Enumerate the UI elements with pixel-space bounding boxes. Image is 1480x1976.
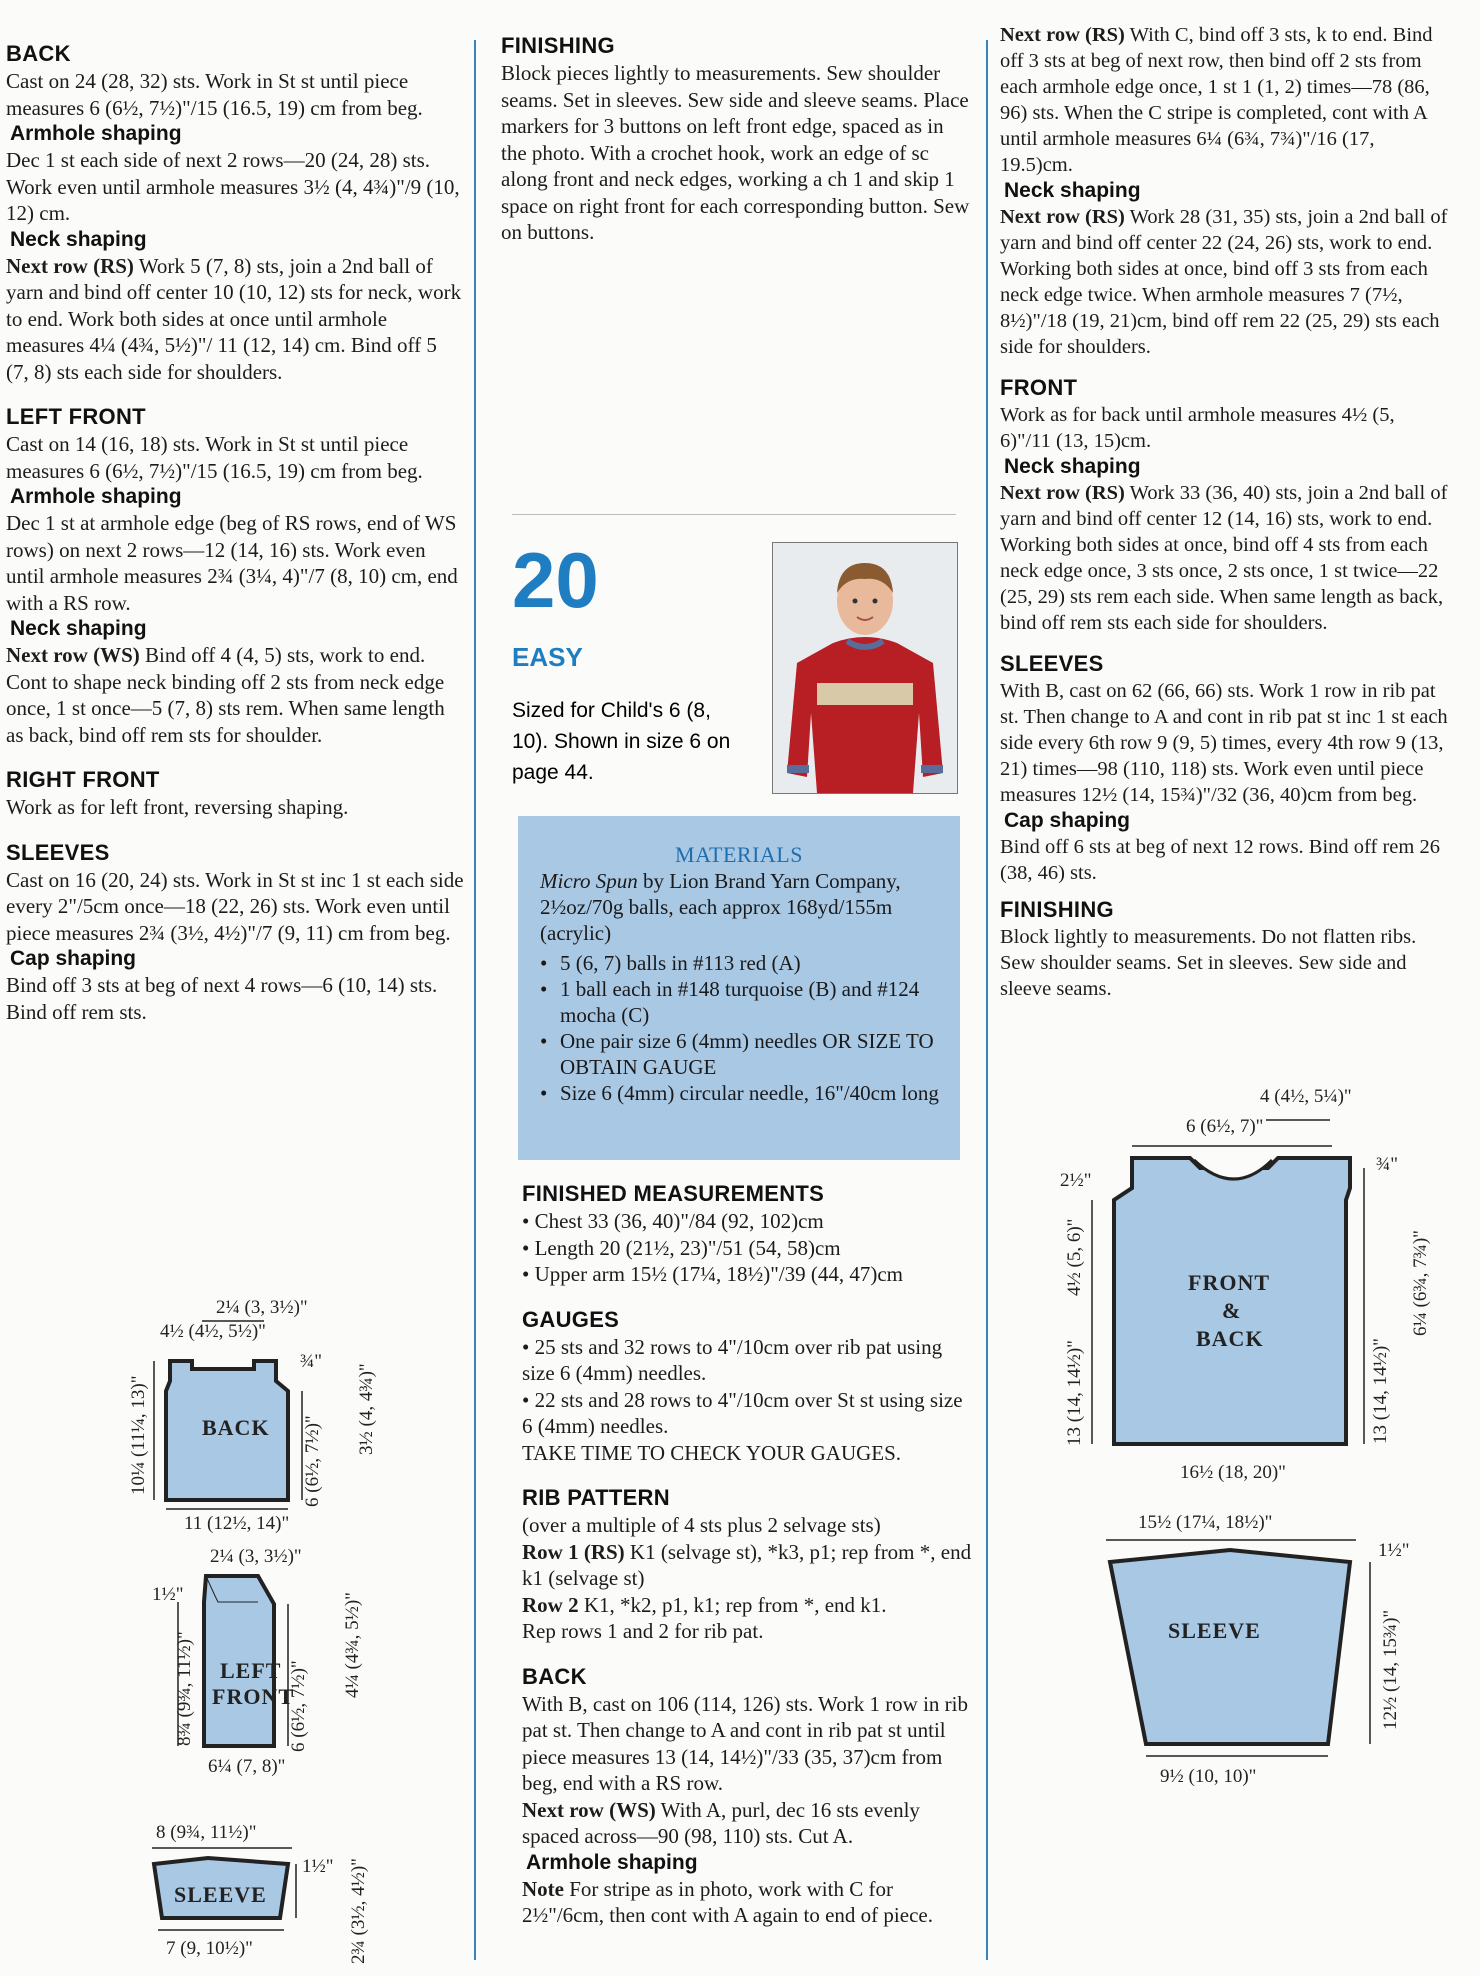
left-front-label-1: LEFT <box>220 1658 282 1683</box>
sleeve-large-dim-right-top: 1½" <box>1378 1540 1410 1561</box>
rib-row-1 <box>522 1539 978 1592</box>
back-dim-right-top: ¾" <box>300 1351 323 1372</box>
back-neck-row-label: Next row (RS) <box>6 253 134 278</box>
front-text: Work as for back until armhole measures 4½ (5, 6)"/11 (13, 15)cm. <box>1000 404 1395 452</box>
left-front-dim-left-top: 1½" <box>152 1584 184 1605</box>
pattern-number: 20 <box>512 536 599 624</box>
back-dim-top: 2¼ (3, 3½)" <box>216 1297 308 1318</box>
sleeves-cap-text: Bind off 3 sts at beg of next 4 rows—6 (10, 14) sts. Bind off rem sts. <box>6 973 438 1024</box>
back-neck-text: Work 5 (7, 8) sts, join a 2nd ball of yarn and bind off center 10 (10, 12) sts for neck, work to end. Work both sides at once until armhole measures 4¼ (4¾, 5½)"/ 11 (12, 14) cm. Bind off 5 (7, 8) sts each side for shoulders. <box>6 253 462 384</box>
pullover-cap-heading: Cap shaping <box>1004 809 1131 832</box>
sleeve-small-dim-right: 2¾ (3½, 4½)" <box>348 1858 369 1964</box>
column-rule-2 <box>986 40 988 1960</box>
rib-repeat: Rep rows 1 and 2 for rib pat. <box>522 1619 764 1643</box>
pullover-back-neck <box>1000 204 1450 360</box>
back-text: Cast on 24 (28, 32) sts. Work in St st until piece measures 6 (6½, 7½)"/15 (16.5, 19) cm from beg. <box>6 69 423 120</box>
pullover-finishing-heading: FINISHING <box>1000 897 1114 922</box>
left-front-text: Cast on 14 (16, 18) sts. Work in St st until piece measures 6 (6½, 7½)"/15 (16.5, 19) cm from beg. <box>6 432 423 483</box>
pullover-sleeves-heading: SLEEVES <box>1000 651 1104 676</box>
materials-title: MATERIALS <box>675 842 803 867</box>
materials-yarn <box>518 868 960 946</box>
front-back-dim-shoulder: 6 (6½, 7)" <box>1186 1116 1264 1137</box>
gauge-note: TAKE TIME TO CHECK YOUR GAUGES. <box>522 1440 902 1465</box>
front-back-dim-right-low: 13 (14, 14½)" <box>1370 1338 1391 1444</box>
pullover-back-neck-label: Next row (RS) <box>1000 206 1125 228</box>
left-front-armhole-heading: Armhole shaping <box>10 485 182 508</box>
back-dim-right-low: 6 (6½, 7½)" <box>302 1415 323 1507</box>
back-dim-right-mid: 3½ (4, 4¾)" <box>356 1363 377 1455</box>
sleeves-text: Cast on 16 (20, 24) sts. Work in St st inc 1 st each side every 2"/5cm once—18 (22, 26) sts. Work even until piece measures 2¾ (3½, 4½)"/7 (9, 11) cm from beg. <box>6 867 464 945</box>
pullover-back-heading: BACK <box>522 1663 587 1689</box>
left-front-heading: LEFT FRONT <box>6 404 146 429</box>
pullover-note-label: Note <box>522 1876 564 1901</box>
front-neck-heading: Neck shaping <box>1004 455 1141 478</box>
front-back-dim-neck: 4 (4½, 5¼)" <box>1260 1086 1352 1107</box>
front-back-label-3: BACK <box>1196 1326 1264 1351</box>
column-2-lower <box>522 1180 978 1929</box>
column-1 <box>6 40 464 1025</box>
back-neck-paragraph <box>6 253 464 386</box>
sleeve-large-dim-right: 12½ (14, 15¾)" <box>1380 1609 1401 1730</box>
armhole-continued-text: With C, bind off 3 sts, k to end. Bind off 3 sts at beg of next row, then bind off 2 sts from each armhole edge once, 1 st 1 (1, 2) times—78 (86, 96) sts. When the C stripe is completed, cont with A until armhole measures 6¼ (6¾, 7¾)"/16 (17, 19.5)cm. <box>1000 24 1433 176</box>
back-neck-heading: Neck shaping <box>10 227 147 251</box>
front-back-label-2: & <box>1222 1298 1242 1323</box>
skill-level: EASY <box>512 642 583 672</box>
finishing-heading: FINISHING <box>501 33 615 58</box>
pullover-back-ws-text: With A, purl, dec 16 sts evenly spaced across—90 (98, 110) sts. Cut A. <box>522 1797 920 1848</box>
pattern-header <box>512 536 772 788</box>
rib-intro: (over a multiple of 4 sts plus 2 selvage sts) <box>522 1513 881 1537</box>
left-front-dim-bottom: 6¼ (7, 8)" <box>208 1756 286 1777</box>
left-front-dim-right-low: 6 (6½, 7½)" <box>288 1660 309 1752</box>
pullover-back-neck-heading: Neck shaping <box>1004 179 1141 202</box>
rib-row-2-text: K1, *k2, p1, k1; rep from *, end k1. <box>578 1592 887 1617</box>
gauge-item: • 22 sts and 28 rows to 4"/10cm over St st using size 6 (4mm) needles. <box>522 1387 963 1438</box>
materials-item: • 1 ball each in #148 turquoise (B) and #124 mocha (C) <box>540 976 960 1028</box>
section-divider <box>512 514 956 515</box>
front-neck-label: Next row (RS) <box>1000 482 1125 504</box>
back-armhole-text: Dec 1 st each side of next 2 rows—20 (24, 28) sts. Work even until armhole measures 3½ (4, 4¾)"/9 (10, 12) cm. <box>6 148 460 225</box>
materials-item: • 5 (6, 7) balls in #113 red (A) <box>540 950 960 976</box>
rib-row-2 <box>522 1592 978 1619</box>
front-back-dim-right-mid: 6¼ (6¾, 7¾)" <box>1410 1230 1431 1336</box>
front-back-dim-right-top: ¾" <box>1376 1154 1399 1175</box>
back-heading: BACK <box>6 41 71 66</box>
materials-item: • Size 6 (4mm) circular needle, 16"/40cm long <box>540 1080 960 1106</box>
yarn-name: Micro Spun <box>540 869 638 893</box>
sleeve-small-schematic <box>118 1808 408 1968</box>
gauge-item: • 25 sts and 32 rows to 4"/10cm over rib pat using size 6 (4mm) needles. <box>522 1334 943 1385</box>
right-front-heading: RIGHT FRONT <box>6 767 160 792</box>
front-back-label-1: FRONT <box>1188 1270 1270 1295</box>
front-back-dim-left-mid: 4½ (5, 6)" <box>1064 1218 1085 1296</box>
left-front-schematic <box>118 1548 408 1778</box>
sleeve-large-schematic <box>1050 1500 1470 1800</box>
pullover-back-text: With B, cast on 106 (114, 126) sts. Work 1 row in rib pat st. Then change to A and cont in rib pat st until piece measures 13 (14, 14½)"/33 (35, 37)cm from beg, end with a RS row. <box>522 1691 969 1795</box>
rib-row-2-label: Row 2 <box>522 1592 579 1617</box>
pullover-sleeves-text: With B, cast on 62 (66, 66) sts. Work 1 row in rib pat st. Then change to A and cont in rib pat st inc 1 st each side every 6th row 9 (9, 5) times, every 4th row 9 (13, 21) times—98 (110, 118) sts. Work even until piece measures 12½ (14, 15¾)"/32 (36, 40)cm from beg. <box>1000 680 1448 806</box>
rib-row-1-label: Row 1 (RS) <box>522 1539 625 1564</box>
sleeve-small-dim-bottom: 7 (9, 10½)" <box>166 1938 253 1959</box>
left-front-armhole-text: Dec 1 st at armhole edge (beg of RS rows, end of WS rows) on next 2 rows—12 (14, 16) sts. Work even until armhole measures 2¾ (3¼, 4)"/7 (8, 10) cm, end with a RS row. <box>6 511 458 615</box>
pullover-back-ws <box>522 1797 978 1850</box>
rib-row-1-text: K1 (selvage st), *k3, p1; rep from *, end k1 (selvage st) <box>522 1539 972 1590</box>
sizing-note: Sized for Child's 6 (8, 10). Shown in size 6 on page 44. <box>512 699 731 784</box>
sleeve-small-dim-top: 8 (9¾, 11½)" <box>156 1822 257 1843</box>
front-back-dim-left-top: 2½" <box>1060 1170 1092 1191</box>
measurement-item: • Length 20 (21½, 23)"/51 (54, 58)cm <box>522 1235 841 1260</box>
pullover-back-neck-text: Work 28 (31, 35) sts, join a 2nd ball of yarn and bind off center 22 (24, 26) sts, work to end. Working both sides at once, bind off 3 sts from each neck edge twice. When armhole measures 7 (7½, 8½)"/18 (19, 21)cm, bind off rem 22 (25, 29) sts each side for shoulders. <box>1000 206 1448 358</box>
front-back-dim-bottom: 16½ (18, 20)" <box>1180 1462 1286 1483</box>
front-back-dim-left-low: 13 (14, 14½)" <box>1064 1340 1085 1446</box>
left-front-dim-top: 2¼ (3, 3½)" <box>210 1548 302 1567</box>
left-front-dim-left: 8¾ (9¾, 11½)" <box>174 1631 195 1746</box>
column-2 <box>501 32 971 246</box>
left-front-dim-right-high: 4¼ (4¾, 5½)" <box>342 1592 363 1698</box>
left-front-neck-heading: Neck shaping <box>10 617 147 640</box>
pullover-note-text: For stripe as in photo, work with C for 2½"/6cm, then cont with A again to end of piece. <box>522 1876 933 1927</box>
measurement-item: • Upper arm 15½ (17¼, 18½)"/39 (44, 47)cm <box>522 1262 904 1286</box>
back-dim-left: 10¼ (11¼, 13)" <box>128 1375 149 1495</box>
sleeves-cap-heading: Cap shaping <box>10 947 137 970</box>
pullover-cap-text: Bind off 6 sts at beg of next 12 rows. Bind off rem 26 (38, 46) sts. <box>1000 836 1440 884</box>
sleeve-large-dim-bottom: 9½ (10, 10)" <box>1160 1766 1257 1787</box>
sleeve-large-schematic-shape <box>1110 1550 1350 1744</box>
gauges-heading: GAUGES <box>522 1306 620 1332</box>
back-schematic <box>118 1295 408 1535</box>
back-schematic-label: BACK <box>202 1415 270 1440</box>
yarn-details: by Lion Brand Yarn Company, 2½oz/70g balls, each approx 168yd/155m (acrylic) <box>540 869 901 945</box>
column-rule-1 <box>474 40 476 1960</box>
front-back-schematic <box>1050 1080 1470 1490</box>
front-neck-text: Work 33 (36, 40) sts, join a 2nd ball of yarn and bind off center 12 (14, 16) sts, work to end. Working both sides at once, bind off 4 sts from each neck edge once, 3 sts once, 2 sts once, 1 st twice—22 (25, 29) sts rem each side. When same length as back, bind off rem sts each side for shoulders. <box>1000 482 1448 634</box>
rib-heading: RIB PATTERN <box>522 1485 670 1510</box>
materials-list <box>518 950 960 1106</box>
column-3 <box>1000 22 1450 1002</box>
sleeves-heading: SLEEVES <box>6 839 110 865</box>
measurement-item: • Chest 33 (36, 40)"/84 (92, 102)cm <box>522 1209 824 1233</box>
armhole-continued <box>1000 22 1450 178</box>
right-front-text: Work as for left front, reversing shaping. <box>6 795 349 819</box>
pullover-back-ws-label: Next row (WS) <box>522 1797 656 1822</box>
sleeve-large-label: SLEEVE <box>1168 1618 1261 1643</box>
left-front-label-2: FRONT <box>212 1684 294 1709</box>
pullover-finishing-text: Block lightly to measurements. Do not flatten ribs. Sew shoulder seams. Set in sleeves. Sew side and sleeve seams. <box>1000 926 1417 1000</box>
measurements-heading: FINISHED MEASUREMENTS <box>522 1181 825 1206</box>
sleeve-large-dim-top: 15½ (17¼, 18½)" <box>1138 1512 1273 1533</box>
materials-item: • One pair size 6 (4mm) needles OR SIZE TO OBTAIN GAUGE <box>540 1028 960 1080</box>
pullover-note <box>522 1876 978 1929</box>
back-armhole-heading: Armhole shaping <box>10 122 182 145</box>
sleeve-small-label: SLEEVE <box>174 1882 267 1907</box>
front-neck <box>1000 480 1450 636</box>
sleeve-small-dim-right-top: 1½" <box>302 1856 334 1877</box>
sweater-photo <box>772 542 958 794</box>
left-front-neck-text: Bind off 4 (4, 5) sts, work to end. Cont to shape neck binding off 2 sts from neck edge once, 1 st once—5 (7, 8) sts rem. When same length as back, bind off rem sts for shoulder. <box>6 643 445 747</box>
finishing-text: Block pieces lightly to measurements. Sew shoulder seams. Set in sleeves. Sew side and sleeve seams. Place markers for 3 buttons on left front edge, spaced as in the photo. With a crochet hook, work an edge of sc along front and neck edges, working a ch 1 and skip 1 space on right front for each corresponding button. Sew on buttons. <box>501 61 970 244</box>
armhole-continued-label: Next row (RS) <box>1000 24 1125 46</box>
back-dim-shoulder: 4½ (4½, 5½)" <box>160 1321 266 1342</box>
pullover-armhole-heading: Armhole shaping <box>526 1850 698 1874</box>
left-front-neck-row-label: Next row (WS) <box>6 643 140 667</box>
back-dim-bottom: 11 (12½, 14)" <box>184 1513 290 1534</box>
materials-panel <box>518 816 960 1160</box>
left-front-neck-paragraph <box>6 642 464 748</box>
front-heading: FRONT <box>1000 375 1078 400</box>
